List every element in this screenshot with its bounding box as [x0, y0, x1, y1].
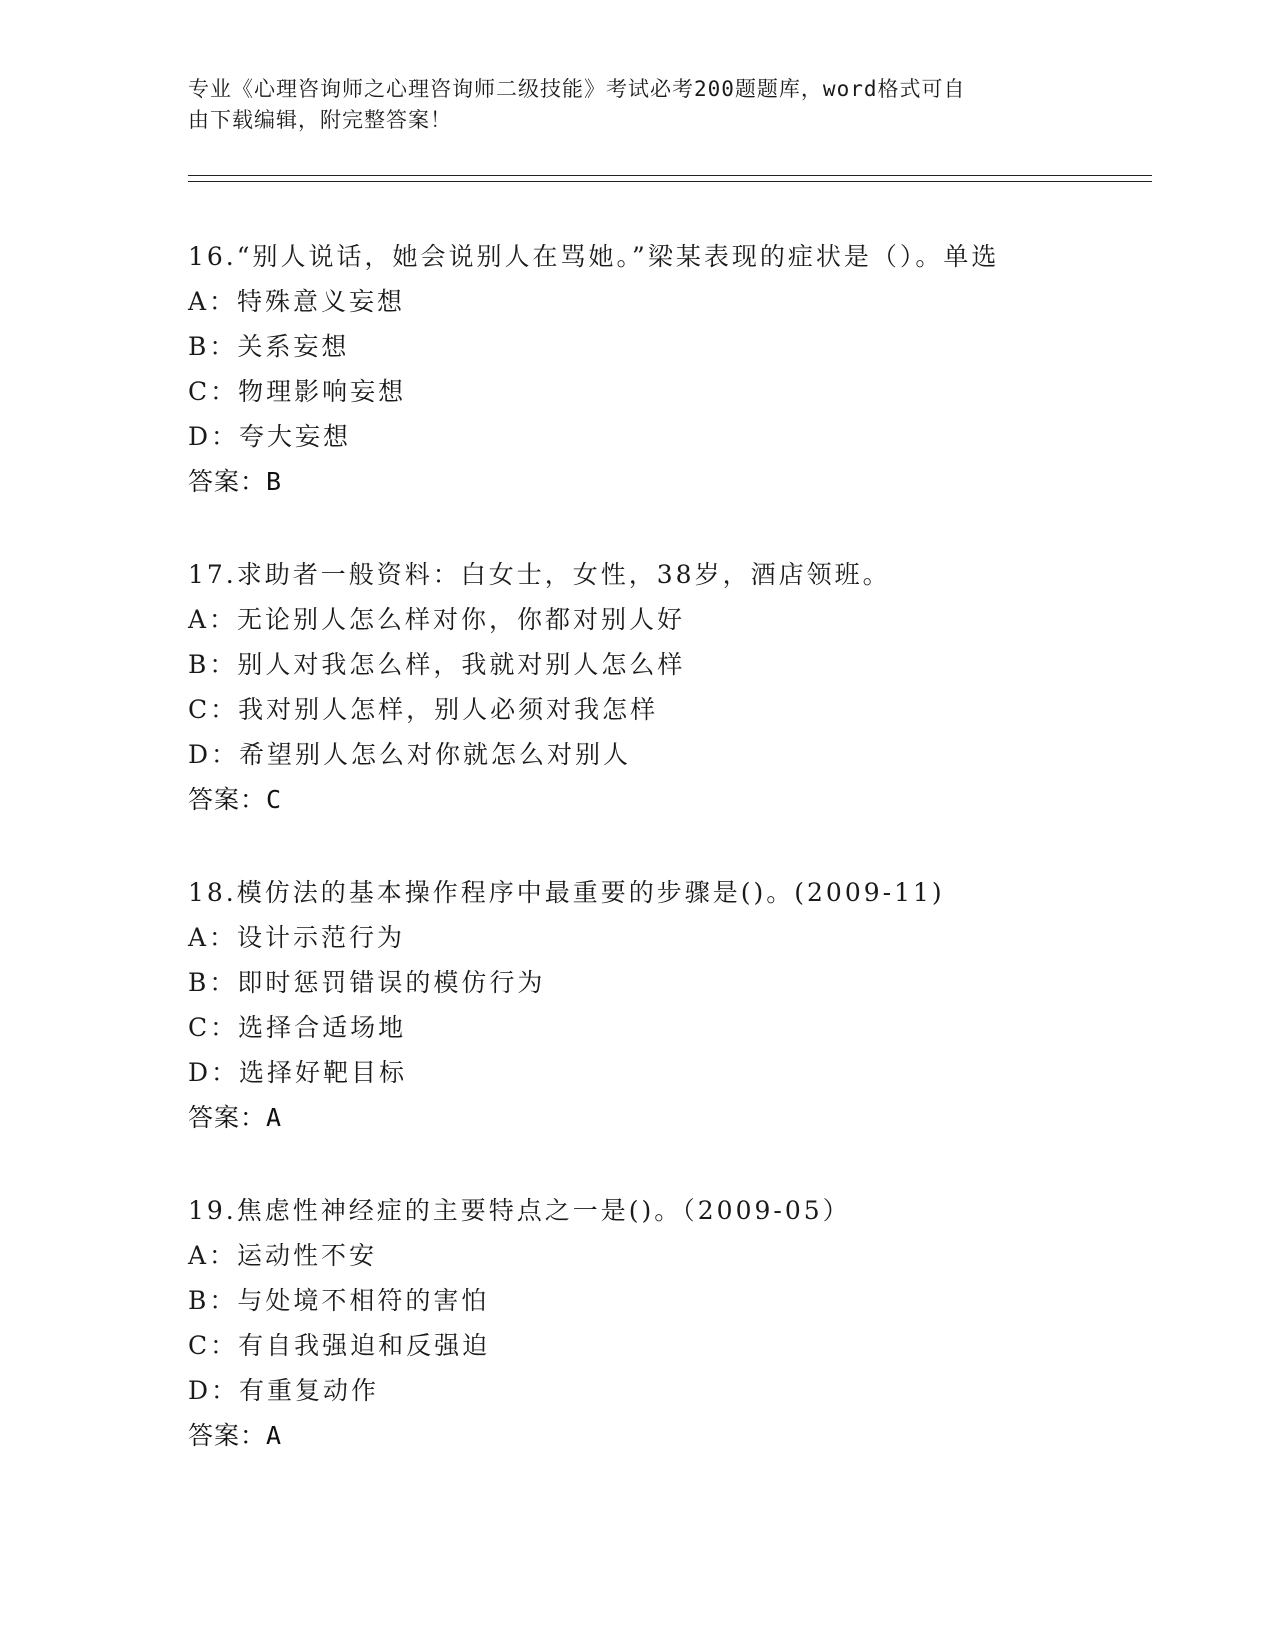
question-17 [188, 552, 1152, 870]
option-d: D：夸大妄想 [188, 422, 352, 451]
question-list [188, 234, 1152, 1506]
option-c: C：选择合适场地 [188, 1013, 407, 1042]
answer-value: A [266, 1103, 283, 1132]
option-b: B：与处境不相符的害怕 [188, 1286, 490, 1315]
option-b: B：关系妄想 [188, 332, 350, 361]
option-d: D：希望别人怎么对你就怎么对别人 [188, 740, 632, 769]
answer-line [188, 1413, 1152, 1458]
answer-line [188, 1095, 1152, 1140]
answer-value: C [266, 785, 283, 814]
option-d: D：有重复动作 [188, 1376, 380, 1405]
answer-line [188, 777, 1152, 822]
question-19 [188, 1188, 1152, 1506]
answer-label: 答案： [188, 1421, 267, 1450]
header-divider-bottom [188, 181, 1152, 182]
answer-label: 答案： [188, 1103, 267, 1132]
option-b: B：别人对我怎么样，我就对别人怎么样 [188, 650, 686, 679]
option-a: A：特殊意义妄想 [188, 287, 406, 316]
option-b: B：即时惩罚错误的模仿行为 [188, 968, 546, 997]
question-stem: 16.“别人说话，她会说别人在骂她。”梁某表现的症状是（）。单选 [188, 242, 1000, 271]
answer-value: B [266, 467, 283, 496]
answer-line [188, 459, 1152, 504]
question-stem: 18.模仿法的基本操作程序中最重要的步骤是()。(2009-11) [188, 878, 945, 907]
header-line-1: 专业《心理咨询师之心理咨询师二级技能》考试必考200题题库，word格式可自 [188, 77, 966, 101]
answer-label: 答案： [188, 467, 267, 496]
header-divider-top [188, 175, 1152, 176]
question-stem: 19.焦虑性神经症的主要特点之一是()。（2009-05） [188, 1196, 851, 1225]
question-stem: 17.求助者一般资料：白女士，女性，38岁，酒店领班。 [188, 560, 891, 589]
option-c: C：我对别人怎样，别人必须对我怎样 [188, 695, 659, 724]
option-a: A：设计示范行为 [188, 923, 406, 952]
option-d: D：选择好靶目标 [188, 1058, 408, 1087]
question-16 [188, 234, 1152, 552]
option-a: A：运动性不安 [188, 1241, 378, 1270]
header-line-2: 由下载编辑，附完整答案！ [188, 108, 452, 132]
option-c: C：有自我强迫和反强迫 [188, 1331, 491, 1360]
document-header [188, 74, 1068, 136]
answer-value: A [266, 1421, 283, 1450]
question-18 [188, 870, 1152, 1188]
answer-label: 答案： [188, 785, 267, 814]
option-a: A：无论别人怎么样对你，你都对别人好 [188, 605, 686, 634]
option-c: C：物理影响妄想 [188, 377, 407, 406]
